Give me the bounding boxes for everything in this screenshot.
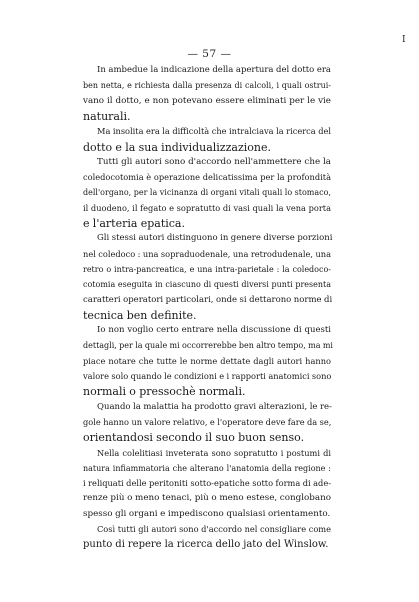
edge-mark: I [402, 35, 406, 45]
text-line: retro o intra-pancreatica, e una intra-parietale : la coledoco- [83, 264, 331, 274]
text-line: valore solo quando le condizioni e i rapporti anatomici sono [83, 371, 332, 381]
text-line: Nella colelitiasi inveterata sono sopratutto i postumi di [97, 447, 331, 458]
text-line: piace notare che tutte le norme dettate dagli autori hanno [83, 355, 331, 366]
text-line: Gli stessi autori distinguono in genere diverse porzioni [97, 233, 333, 244]
text-line: ben netta, e richiesta dalla presenza di calcoli, i quali ostrui- [83, 81, 331, 91]
text-line: il duodeno, il fegato e sopratutto di vasi quali la vena porta [83, 202, 331, 213]
text-line: nel coledoco : una sopraduodenale, una retrodudenale, una [83, 248, 331, 259]
text-line: In ambedue la indicazione della apertura del dotto era [97, 65, 331, 75]
text-line: orientandosi secondo il suo buon senso. [83, 431, 305, 445]
text-line: tecnica ben definite. [83, 308, 197, 322]
text-line: normali o pressochè normali. [83, 385, 246, 399]
page-number: — 57 — [187, 48, 232, 60]
text-line: renze più o meno tenaci, più o meno estese, conglobano [83, 493, 331, 504]
text-line: coledocotomia è operazione delicatissima per la profondità [83, 172, 331, 183]
text-line: naturali. [83, 109, 131, 123]
text-line: vano il dotto, e non potevano essere eliminati per le vie [83, 95, 331, 106]
text-line: i reliquati delle peritoniti sotto-epatiche sotto forma di ade- [83, 478, 331, 489]
text-line: caratteri operatori particolari, onde si dettarono norme di [83, 294, 333, 305]
text-line: dell'organo, per la vicinanza di organi vitali quali lo stomaco, [83, 188, 331, 198]
text-line: natura infiammatoria che alterano l'anatomia della regione : [83, 463, 331, 473]
text-line: spesso gli organi e impediscono qualsiasi orientamento. [83, 508, 331, 519]
text-line: cotomia eseguita in ciascuno di questi diversi punti presenta [83, 280, 331, 290]
text-line: gole hanno un valore relativo, e l'operatore deve fare da se, [83, 416, 332, 427]
text-line: e l'arteria epatica. [83, 217, 185, 230]
text-line: Ma insolita era la difficoltà che intralciava la ricerca del [97, 126, 331, 137]
text-line: punto di repere la ricerca dello jato del Winslow. [83, 539, 329, 551]
text-line: Tutti gli autori sono d'accordo nell'ammettere che la [97, 156, 331, 167]
text-line: Io non voglio certo entrare nella discussione di questi [97, 325, 331, 336]
text-line: dotto e la sua individualizzazione. [83, 140, 271, 154]
text-line: Così tutti gli autori sono d'accordo nel consigliare come [97, 524, 331, 534]
text-line: Quando la malattia ha prodotto gravi alterazioni, le re- [97, 401, 332, 412]
text-line: dettagli, per la quale mi occorrerebbe ben altro tempo, ma mi [83, 341, 333, 351]
